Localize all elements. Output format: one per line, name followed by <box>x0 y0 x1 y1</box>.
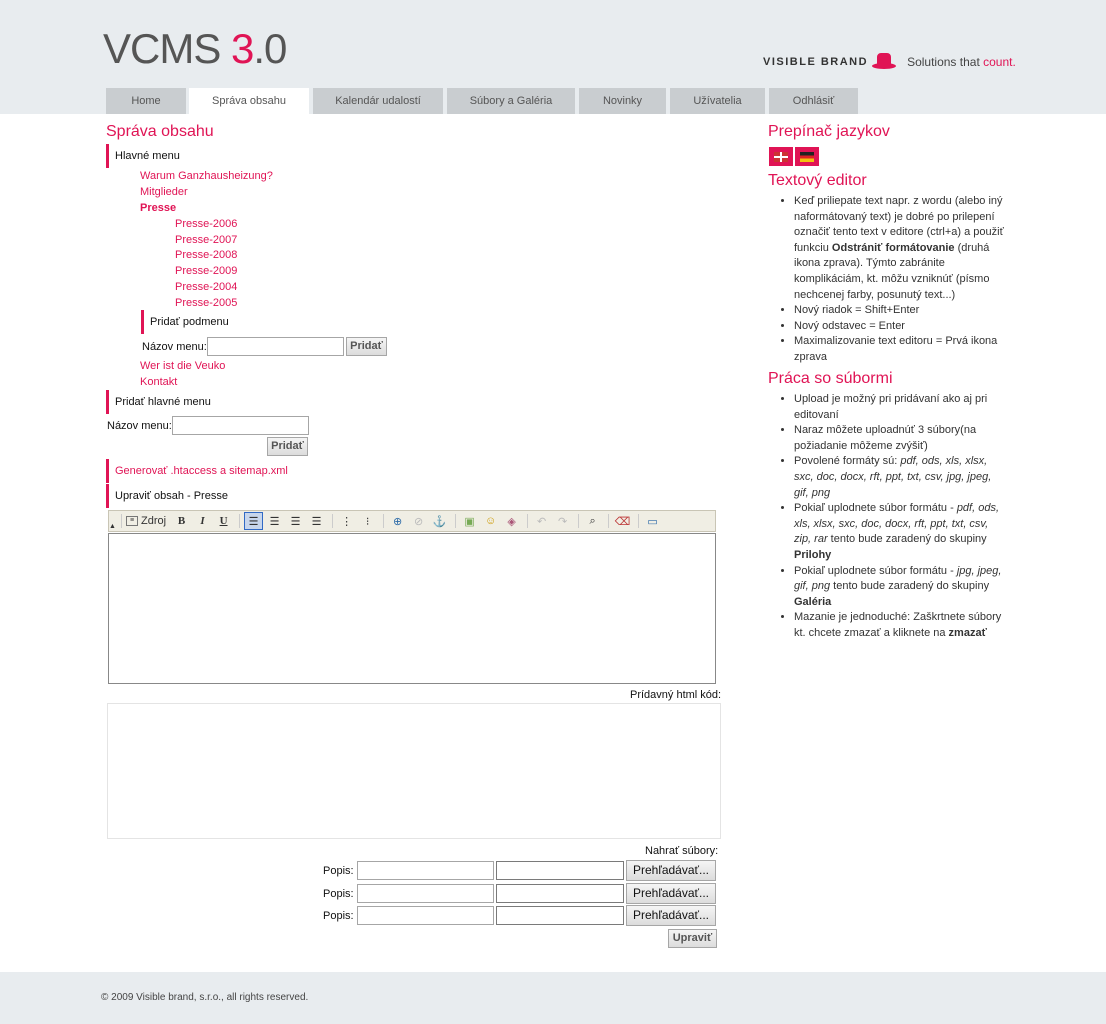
submenu-name-input[interactable] <box>207 337 344 356</box>
tab-home[interactable]: Home <box>106 88 186 114</box>
image-icon[interactable]: ▣ <box>464 515 475 528</box>
source-button[interactable]: ≡ Zdroj <box>126 515 166 527</box>
tab-files-gallery[interactable]: Súbory a Galéria <box>447 88 575 114</box>
submenu-item-presse-2006[interactable]: Presse-2006 <box>175 218 238 230</box>
find-icon[interactable]: ⌕ <box>589 514 596 527</box>
text-editor-tips <box>768 194 1008 366</box>
menu-item-warum[interactable]: Warum Ganzhausheizung? <box>140 170 273 182</box>
brand-tagline: Solutions that count. <box>907 55 1016 69</box>
list-item: • Nový riadok = Shift+Enter <box>794 303 1008 319</box>
list-item: • Nový odstavec = Enter <box>794 319 1008 335</box>
tab-users[interactable]: Užívatelia <box>670 88 765 114</box>
align-left-icon[interactable]: ☰ <box>244 512 263 530</box>
list-item: • Mazanie je jednoduché: Zaškrtnete súbory kt. chcete zmazať a kliknete na zmazať <box>794 610 1008 641</box>
german-flag-icon <box>800 152 814 162</box>
vcms-logo[interactable] <box>103 26 286 72</box>
page-title: Správa obsahu <box>106 123 214 140</box>
source-icon: ≡ <box>126 516 138 526</box>
submenu-item-presse-2009[interactable]: Presse-2009 <box>175 265 238 277</box>
list-item: • Naraz môžete uploadnúť 3 súbory(na požiadanie môžeme zvýšiť) <box>794 423 1008 454</box>
redo-icon[interactable]: ↷ <box>557 515 568 528</box>
file-3-description-input[interactable] <box>357 906 494 925</box>
file-2-description-input[interactable] <box>357 884 494 903</box>
file-2-browse-button[interactable]: Prehľadávať... <box>626 883 716 904</box>
tab-news[interactable]: Novinky <box>579 88 666 114</box>
main-menu-heading: Hlavné menu <box>106 144 180 168</box>
toolbar-collapse-icon[interactable]: ▲ <box>109 523 116 530</box>
file-handling-title: Práca so súbormi <box>768 370 893 387</box>
menu-item-wer-ist-die-veuko[interactable]: Wer ist die Veuko <box>140 360 226 372</box>
logo-version-major: 3 <box>231 25 254 72</box>
toolbar-separator <box>121 514 122 528</box>
editor-toolbar <box>108 510 716 532</box>
list-item: • Keď priliepate text napr. z wordu (alebo iný naformátovaný text) je dobré po prilepení označiť tento text v editore (ctrl+a) a použiť funkciu Odstrániť formátovanie (druhá ikona zprava). Týmto zabránite komplikáciám, kt. môžu vzniknúť (písmo nechcenej farby, posunutý text...) <box>794 194 1008 303</box>
generate-htaccess-link[interactable]: Generovať .htaccess a sitemap.xml <box>106 459 288 483</box>
file-2-path-input[interactable] <box>496 884 624 903</box>
list-item: • Upload je možný pri pridávaní ako aj pri editovaní <box>794 392 1008 423</box>
add-submenu-button[interactable]: Pridať <box>346 337 387 356</box>
submenu-item-presse-2004[interactable]: Presse-2004 <box>175 281 238 293</box>
maximize-icon[interactable]: ▭ <box>647 515 658 528</box>
copyright-text: © 2009 Visible brand, s.r.o., all rights reserved. <box>101 992 309 1003</box>
footer <box>0 972 1106 1024</box>
language-switcher-title: Prepínač jazykov <box>768 123 890 140</box>
menu-item-presse[interactable]: Presse <box>140 202 177 214</box>
logo-main-text: VCMS <box>103 25 232 72</box>
submenu-item-presse-2005[interactable]: Presse-2005 <box>175 297 238 309</box>
logo-version-minor: .0 <box>253 25 287 72</box>
bulleted-list-icon[interactable]: ⁝ <box>365 515 370 528</box>
numbered-list-icon[interactable]: ⋮ <box>341 515 353 528</box>
list-item: • Povolené formáty sú: pdf, ods, xls, xlsx, sxc, doc, docx, rft, ppt, txt, csv, jpg, jpeg, gif, png <box>794 454 1008 501</box>
file-1-description-input[interactable] <box>357 861 494 880</box>
tab-content-management[interactable]: Správa obsahu <box>189 88 309 114</box>
visible-brand-logo <box>763 51 1016 73</box>
smiley-icon[interactable]: ☺ <box>484 515 497 527</box>
remove-format-icon[interactable]: ⌫ <box>614 515 631 528</box>
submenu-item-presse-2008[interactable]: Presse-2008 <box>175 249 238 261</box>
file-2-description-label: Popis: <box>323 888 354 900</box>
align-center-icon[interactable]: ☰ <box>269 515 280 528</box>
edit-content-heading: Upraviť obsah - Presse <box>106 484 228 508</box>
align-justify-icon[interactable]: ☰ <box>311 515 322 528</box>
file-3-browse-button[interactable]: Prehľadávať... <box>626 905 716 926</box>
underline-icon[interactable]: U <box>219 515 228 527</box>
list-item: • Pokiaľ uplodnete súbor formátu - jpg, jpeg, gif, png tento bude zaradený do skupiny Galéria <box>794 564 1008 611</box>
list-item: • Pokiaľ uplodnete súbor formátu - pdf, ods, xls, xlsx, sxc, doc, docx, rft, ppt, txt, csv, zip, rar tento bude zaradený do skupiny Prilohy <box>794 501 1008 563</box>
file-1-browse-button[interactable]: Prehľadávať... <box>626 860 716 881</box>
undo-icon[interactable]: ↶ <box>536 515 547 528</box>
main-menu-name-label: Názov menu: <box>107 420 172 432</box>
text-editor-title: Textový editor <box>768 172 867 189</box>
tab-logout[interactable]: Odhlásiť <box>769 88 858 114</box>
save-content-button[interactable]: Upraviť <box>668 929 717 948</box>
add-main-menu-button[interactable]: Pridať <box>267 437 308 456</box>
link-icon[interactable]: ⊕ <box>392 515 403 528</box>
upload-files-label: Nahrať súbory: <box>645 845 719 857</box>
content-editor-area[interactable] <box>108 533 716 684</box>
flag-en-button[interactable] <box>769 147 793 166</box>
tab-event-calendar[interactable]: Kalendár udalostí <box>313 88 443 114</box>
list-item: • Maximalizovanie text editoru = Prvá ikona zprava <box>794 334 1008 365</box>
add-main-menu-heading: Pridať hlavné menu <box>106 390 211 414</box>
main-menu-name-input[interactable] <box>172 416 309 435</box>
flag-de-button[interactable] <box>795 147 819 166</box>
header <box>0 0 1106 114</box>
submenu-item-presse-2007[interactable]: Presse-2007 <box>175 234 238 246</box>
file-3-description-label: Popis: <box>323 910 354 922</box>
add-submenu-heading: Pridať podmenu <box>141 310 229 334</box>
file-handling-tips <box>768 392 1008 642</box>
extra-html-label: Prídavný html kód: <box>630 689 722 701</box>
special-char-icon[interactable]: ◈ <box>507 515 516 528</box>
bold-icon[interactable]: B <box>177 515 186 527</box>
align-right-icon[interactable]: ☰ <box>290 515 301 528</box>
file-1-path-input[interactable] <box>496 861 624 880</box>
menu-item-kontakt[interactable]: Kontakt <box>140 376 178 388</box>
file-3-path-input[interactable] <box>496 906 624 925</box>
extra-html-textarea[interactable] <box>107 703 721 839</box>
menu-item-mitglieder[interactable]: Mitglieder <box>140 186 188 198</box>
unlink-icon[interactable]: ⊘ <box>413 515 424 528</box>
brand-name: VISIBLE BRAND <box>763 56 869 68</box>
uk-flag-icon <box>774 152 788 162</box>
italic-icon[interactable]: I <box>200 515 205 527</box>
submenu-name-label: Názov menu: <box>142 341 207 353</box>
file-1-description-label: Popis: <box>323 865 354 877</box>
hat-icon <box>872 53 896 71</box>
anchor-icon[interactable]: ⚓ <box>432 515 447 528</box>
